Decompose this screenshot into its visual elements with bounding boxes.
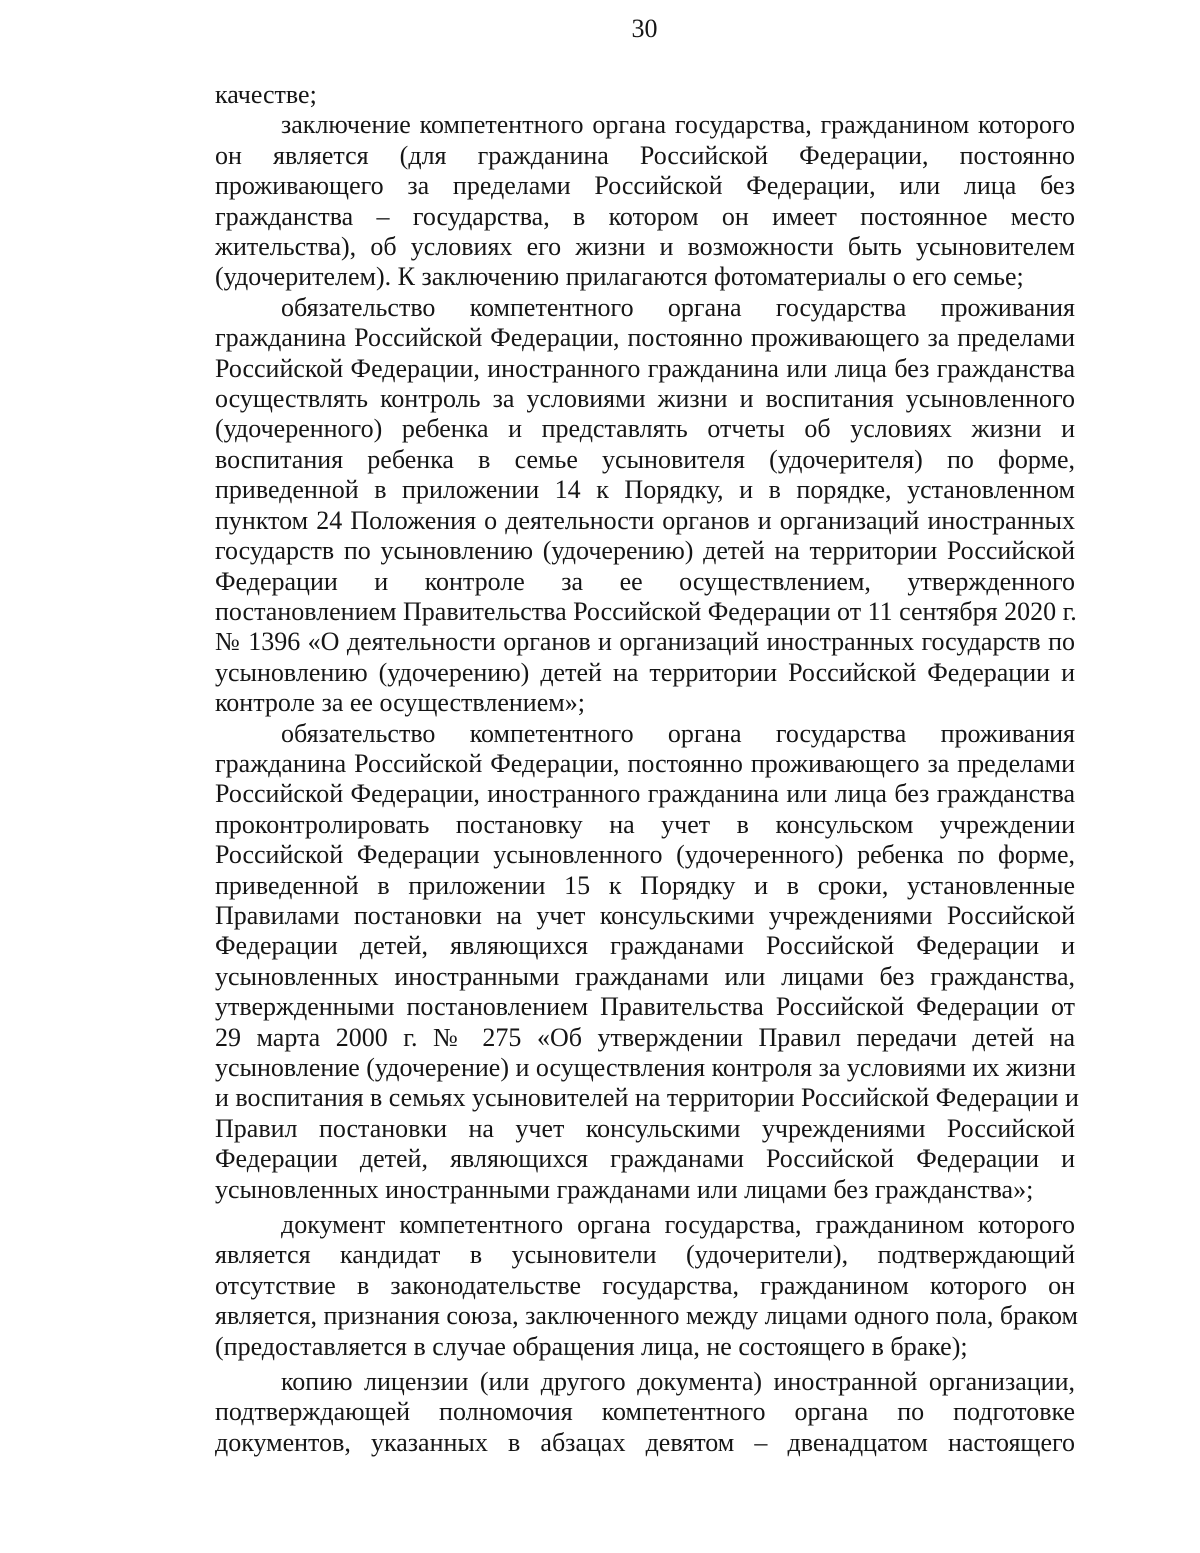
text-line: гражданства – государства, в котором он имеет постоянное место: [215, 201, 1075, 231]
paragraph: [215, 1367, 1075, 1458]
text-line: проконтролировать постановку на учет в консульском учреждении: [215, 809, 1075, 839]
text-line: жительства), об условиях его жизни и возможности быть усыновителем: [215, 232, 1075, 262]
text-line: пунктом 24 Положения о деятельности органов и организаций иностранных: [215, 505, 1075, 535]
text-line: обязательство компетентного органа государства проживания: [281, 292, 1075, 322]
text-line: приведенной в приложении 14 к Порядку, и в порядке, установленном: [215, 475, 1075, 505]
page-number: 30: [631, 14, 658, 43]
text-line: 29 марта 2000 г. № 275 «Об утверждении Правил передачи детей на: [215, 1022, 1075, 1052]
text-line: усыновлению (удочерению) детей на территории Российской Федерации и: [215, 657, 1075, 687]
text-line: приведенной в приложении 15 к Порядку и в сроки, установленные: [215, 870, 1075, 900]
text-line: Правилами постановки на учет консульскими учреждениями Российской: [215, 900, 1075, 930]
text-line: обязательство компетентного органа государства проживания: [281, 718, 1075, 748]
text-line: документов, указанных в абзацах девятом – двенадцатом настоящего: [215, 1427, 1075, 1457]
text-line: усыновление (удочерение) и осуществления контроля за условиями их жизни: [215, 1053, 1076, 1082]
text-line: проживающего за пределами Российской Федерации, или лица без: [215, 171, 1075, 201]
text-line: является, признания союза, заключенного между лицами одного пола, браком: [215, 1301, 1078, 1331]
text-line: подтверждающей полномочия компетентного органа по подготовке: [215, 1397, 1075, 1427]
text-line: усыновленных иностранными гражданами или лицами без гражданства»;: [215, 1174, 1034, 1204]
paragraph: [215, 718, 1079, 1206]
text-line: заключение компетентного органа государства, гражданином которого: [281, 110, 1075, 140]
text-line: гражданина Российской Федерации, постоянно проживающего за пределами: [215, 323, 1075, 353]
text-line: утвержденными постановлением Правительства Российской Федерации от: [215, 992, 1075, 1022]
text-line: усыновленных иностранными гражданами или лицами без гражданства,: [215, 961, 1075, 991]
text-line: гражданина Российской Федерации, постоянно проживающего за пределами: [215, 748, 1075, 778]
text-line: копию лицензии (или другого документа) иностранной организации,: [281, 1367, 1075, 1397]
text-line: он является (для гражданина Российской Федерации, постоянно: [215, 140, 1075, 170]
text-line: Российской Федерации усыновленного (удочеренного) ребенка по форме,: [215, 840, 1075, 870]
text-line: и воспитания в семьях усыновителей на территории Российской Федерации и: [215, 1083, 1079, 1113]
text-line: государств по усыновлению (удочерению) детей на территории Российской: [215, 536, 1075, 566]
text-line: постановлением Правительства Российской Федерации от 11 сентября 2020 г.: [215, 596, 1077, 626]
text-line: Федерации детей, являющихся гражданами Российской Федерации и: [215, 1144, 1075, 1174]
text-line: № 1396 «О деятельности органов и организаций иностранных государств по: [215, 627, 1075, 657]
text-line: является кандидат в усыновители (удочерители), подтверждающий: [215, 1240, 1075, 1270]
paragraph: [215, 80, 1075, 110]
text-line: Российской Федерации, иностранного гражданина или лица без гражданства: [215, 779, 1075, 809]
text-line: Правил постановки на учет консульскими учреждениями Российской: [215, 1113, 1075, 1143]
text-line: документ компетентного органа государства, гражданином которого: [281, 1210, 1075, 1240]
text-line: Федерации детей, являющихся гражданами Российской Федерации и: [215, 931, 1075, 961]
text-line: качестве;: [215, 80, 317, 109]
text-line: (удочеренного) ребенка и представлять отчеты об условиях жизни и: [215, 414, 1075, 444]
text-line: контроле за ее осуществлением»;: [215, 688, 585, 718]
text-line: Федерации и контроле за ее осуществлением, утвержденного: [215, 566, 1075, 596]
text-line: осуществлять контроль за условиями жизни и воспитания усыновленного: [215, 384, 1075, 414]
text-line: воспитания ребенка в семье усыновителя (удочерителя) по форме,: [215, 444, 1075, 474]
text-line: отсутствие в законодательстве государства, гражданином которого он: [215, 1270, 1075, 1300]
document-body: [215, 80, 1079, 1458]
text-line: (предоставляется в случае обращения лица, не состоящего в браке);: [215, 1331, 968, 1361]
text-line: (удочерителем). К заключению прилагаются фотоматериалы о его семье;: [215, 262, 1024, 292]
paragraph: [215, 110, 1075, 292]
text-line: Российской Федерации, иностранного гражданина или лица без гражданства: [215, 353, 1075, 383]
paragraph: [215, 1210, 1078, 1362]
paragraph: [215, 293, 1075, 719]
